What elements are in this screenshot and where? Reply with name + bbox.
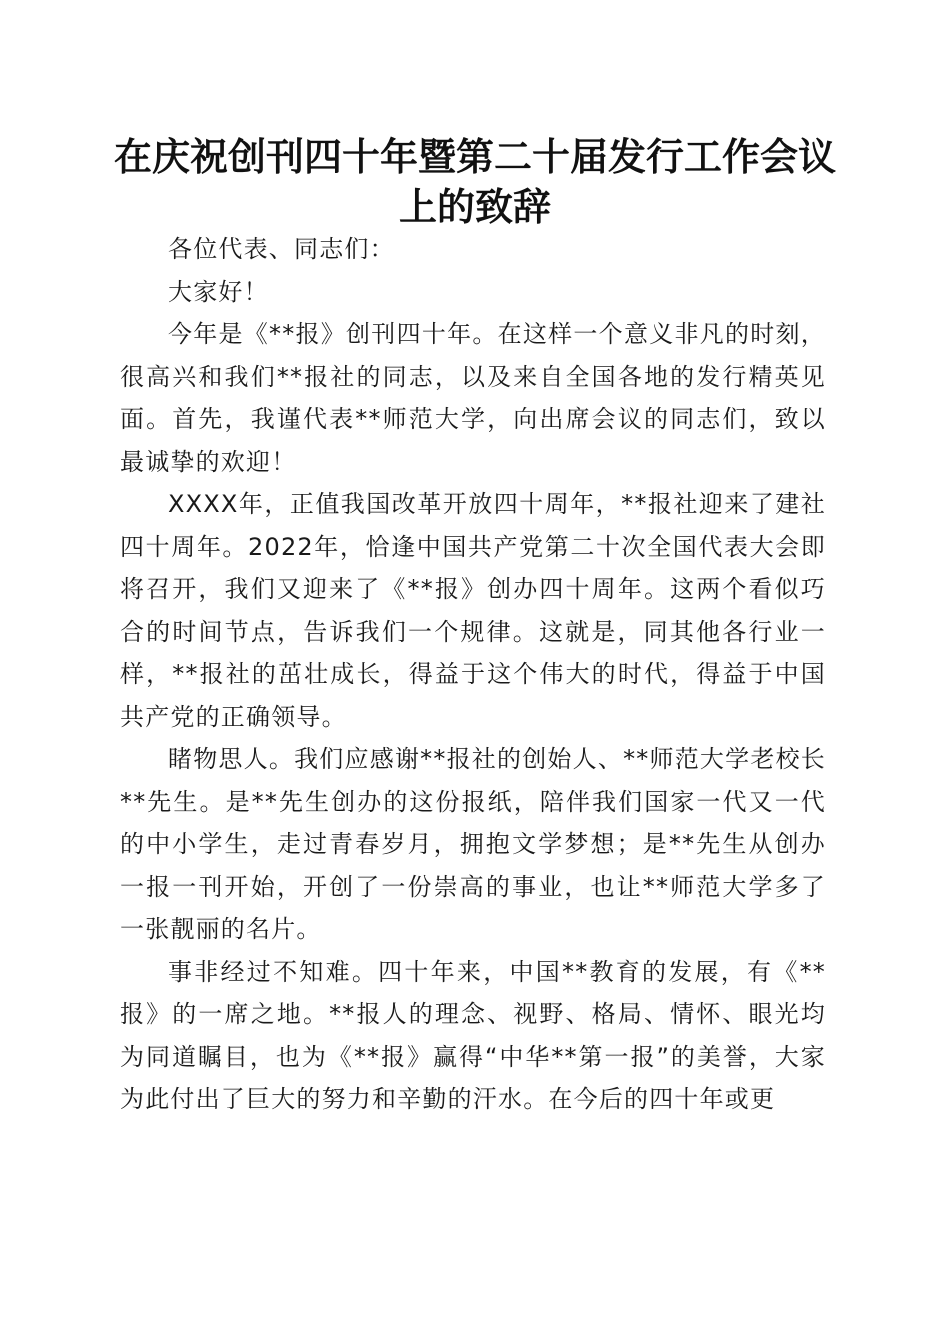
paragraph: XXXX年，正值我国改革开放四十周年，**报社迎来了建社四十周年。2022年，恰逢中国共产党第二十次全国代表大会即将召开，我们又迎来了《**报》创办四十周年。这两个看似巧合的时间节点，告诉我们一个规律。这就是，同其他各行业一样，**报社的茁壮成长，得益于这个伟大的时代，得益于中国共产党的正确领导。	[120, 490, 826, 731]
document-body	[120, 228, 826, 1121]
paragraph: 今年是《**报》创刊四十年。在这样一个意义非凡的时刻，很高兴和我们**报社的同志，以及来自全国各地的发行精英见面。首先，我谨代表**师范大学，向出席会议的同志们，致以最诚挚的欢迎！	[120, 320, 826, 476]
paragraph: 睹物思人。我们应感谢**报社的创始人、**师范大学老校长**先生。是**先生创办的这份报纸，陪伴我们国家一代又一代的中小学生，走过青春岁月，拥抱文学梦想；是**先生从创办一报一刊开始，开创了一份崇高的事业，也让**师范大学多了一张靓丽的名片。	[120, 745, 826, 943]
paragraph: 事非经过不知难。四十年来，中国**教育的发展，有《**报》的一席之地。**报人的理念、视野、格局、情怀、眼光均为同道瞩目，也为《**报》赢得“中华**第一报”的美誉，大家为此付出了巨大的努力和辛勤的汗水。在今后的四十年或更	[120, 957, 826, 1113]
paragraph-salutation: 各位代表、同志们：	[168, 235, 395, 263]
document-title: 在庆祝创刊四十年暨第二十届发行工作会议上的致辞	[113, 134, 836, 229]
paragraph-greeting: 大家好！	[168, 277, 269, 306]
